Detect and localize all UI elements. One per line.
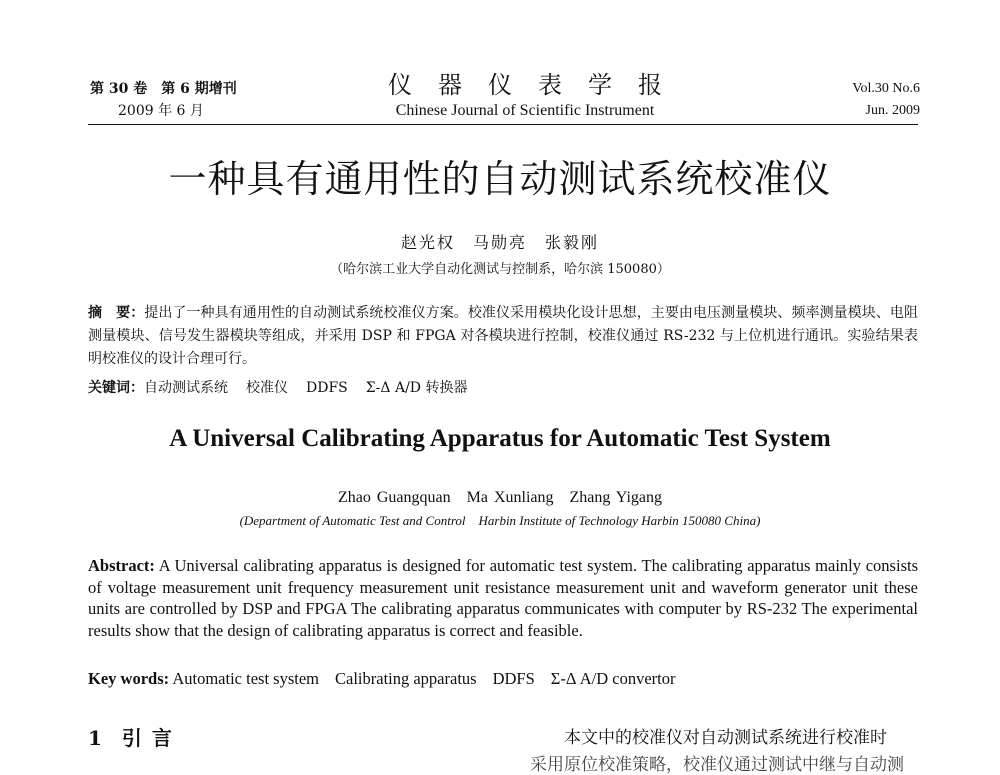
keyword-cn: DDFS: [306, 380, 348, 396]
paper-title-cn: 一种具有通用性的自动测试系统校准仪: [168, 157, 832, 201]
authors-en: Zhao Guangquan Ma Xunliang Zhang Yigang: [337, 489, 662, 506]
keyword-en: DDFS: [492, 669, 535, 688]
journal-name-cn: 仪器仪表学报: [388, 71, 688, 99]
keywords-cn-label: 关键词：: [88, 380, 144, 396]
keywords-en: [88, 668, 918, 690]
header-volume: [90, 78, 237, 122]
journal-name-en: Chinese Journal of Scientific Instrument: [395, 102, 655, 119]
body-text-cut-line: 采用原位校准策略，校准仪通过测试中继与自动测: [530, 755, 904, 775]
section-title: 引言: [121, 726, 182, 750]
keyword-cn: 校准仪: [246, 380, 288, 396]
section-heading: [88, 722, 182, 751]
abstract-en-text: A Universal calibrating apparatus is designed for automatic test system. The calibrating apparatus mainly consists of voltage measurement unit frequency measurement unit resistance measurement unit and waveform generator unit these units are controlled by DSP and FPGA The calibrating apparatus communicates with computer by RS-232 The experimental results show that the design of calibrating apparatus is correct and feasible.: [88, 556, 918, 640]
paper-title-en: A Universal Calibrating Apparatus for Automatic Test System: [169, 425, 831, 452]
authors-cn: 赵光权 马勋亮 张毅刚: [400, 233, 599, 252]
date-en: Jun. 2009: [865, 103, 920, 118]
keyword-en: Calibrating apparatus: [335, 669, 477, 688]
abstract-en: [88, 555, 918, 641]
keyword-cn: 自动测试系统: [144, 380, 228, 396]
keywords-cn: [88, 377, 918, 399]
affiliation-en: (Department of Automatic Test and Control Harbin Institute of Technology Harbin 150080 China): [239, 513, 761, 528]
keywords-en-label: Key words:: [88, 669, 170, 688]
vol-en: Vol.30 No.6: [852, 81, 920, 96]
keyword-en: Automatic test system: [172, 669, 319, 688]
affiliation-cn: （哈尔滨工业大学自动化测试与控制系，哈尔滨 150080）: [330, 262, 670, 277]
abstract-cn-text: 提出了一种具有通用性的自动测试系统校准仪方案。校准仪采用模块化设计思想，主要由电压测量模块、频率测量模块、电阻测量模块、信号发生器模块等组成，并采用 DSP 和 FPGA 对各模块进行控制，校准仪通过 RS-232 与上位机进行通讯。实验结果表明校准仪的设计合理可行。: [88, 305, 919, 367]
abstract-en-label: Abstract:: [88, 556, 155, 575]
header-vol-en: [852, 78, 920, 122]
abstract-cn-label: 摘 要：: [88, 305, 145, 321]
header-journal: [360, 70, 690, 122]
section-number: 1: [88, 726, 102, 750]
keyword-cn: Σ-Δ A/D 转换器: [365, 380, 468, 396]
volume-issue: 第 30 卷 第 6 期增刊: [90, 81, 237, 97]
body-text-right-column: 本文中的校准仪对自动测试系统进行校准时: [564, 728, 887, 748]
date-cn: 2009 年 6 月: [118, 103, 204, 119]
keyword-en: Σ-Δ A/D convertor: [550, 669, 676, 688]
header-rule: [88, 124, 918, 125]
abstract-cn: [88, 302, 918, 371]
